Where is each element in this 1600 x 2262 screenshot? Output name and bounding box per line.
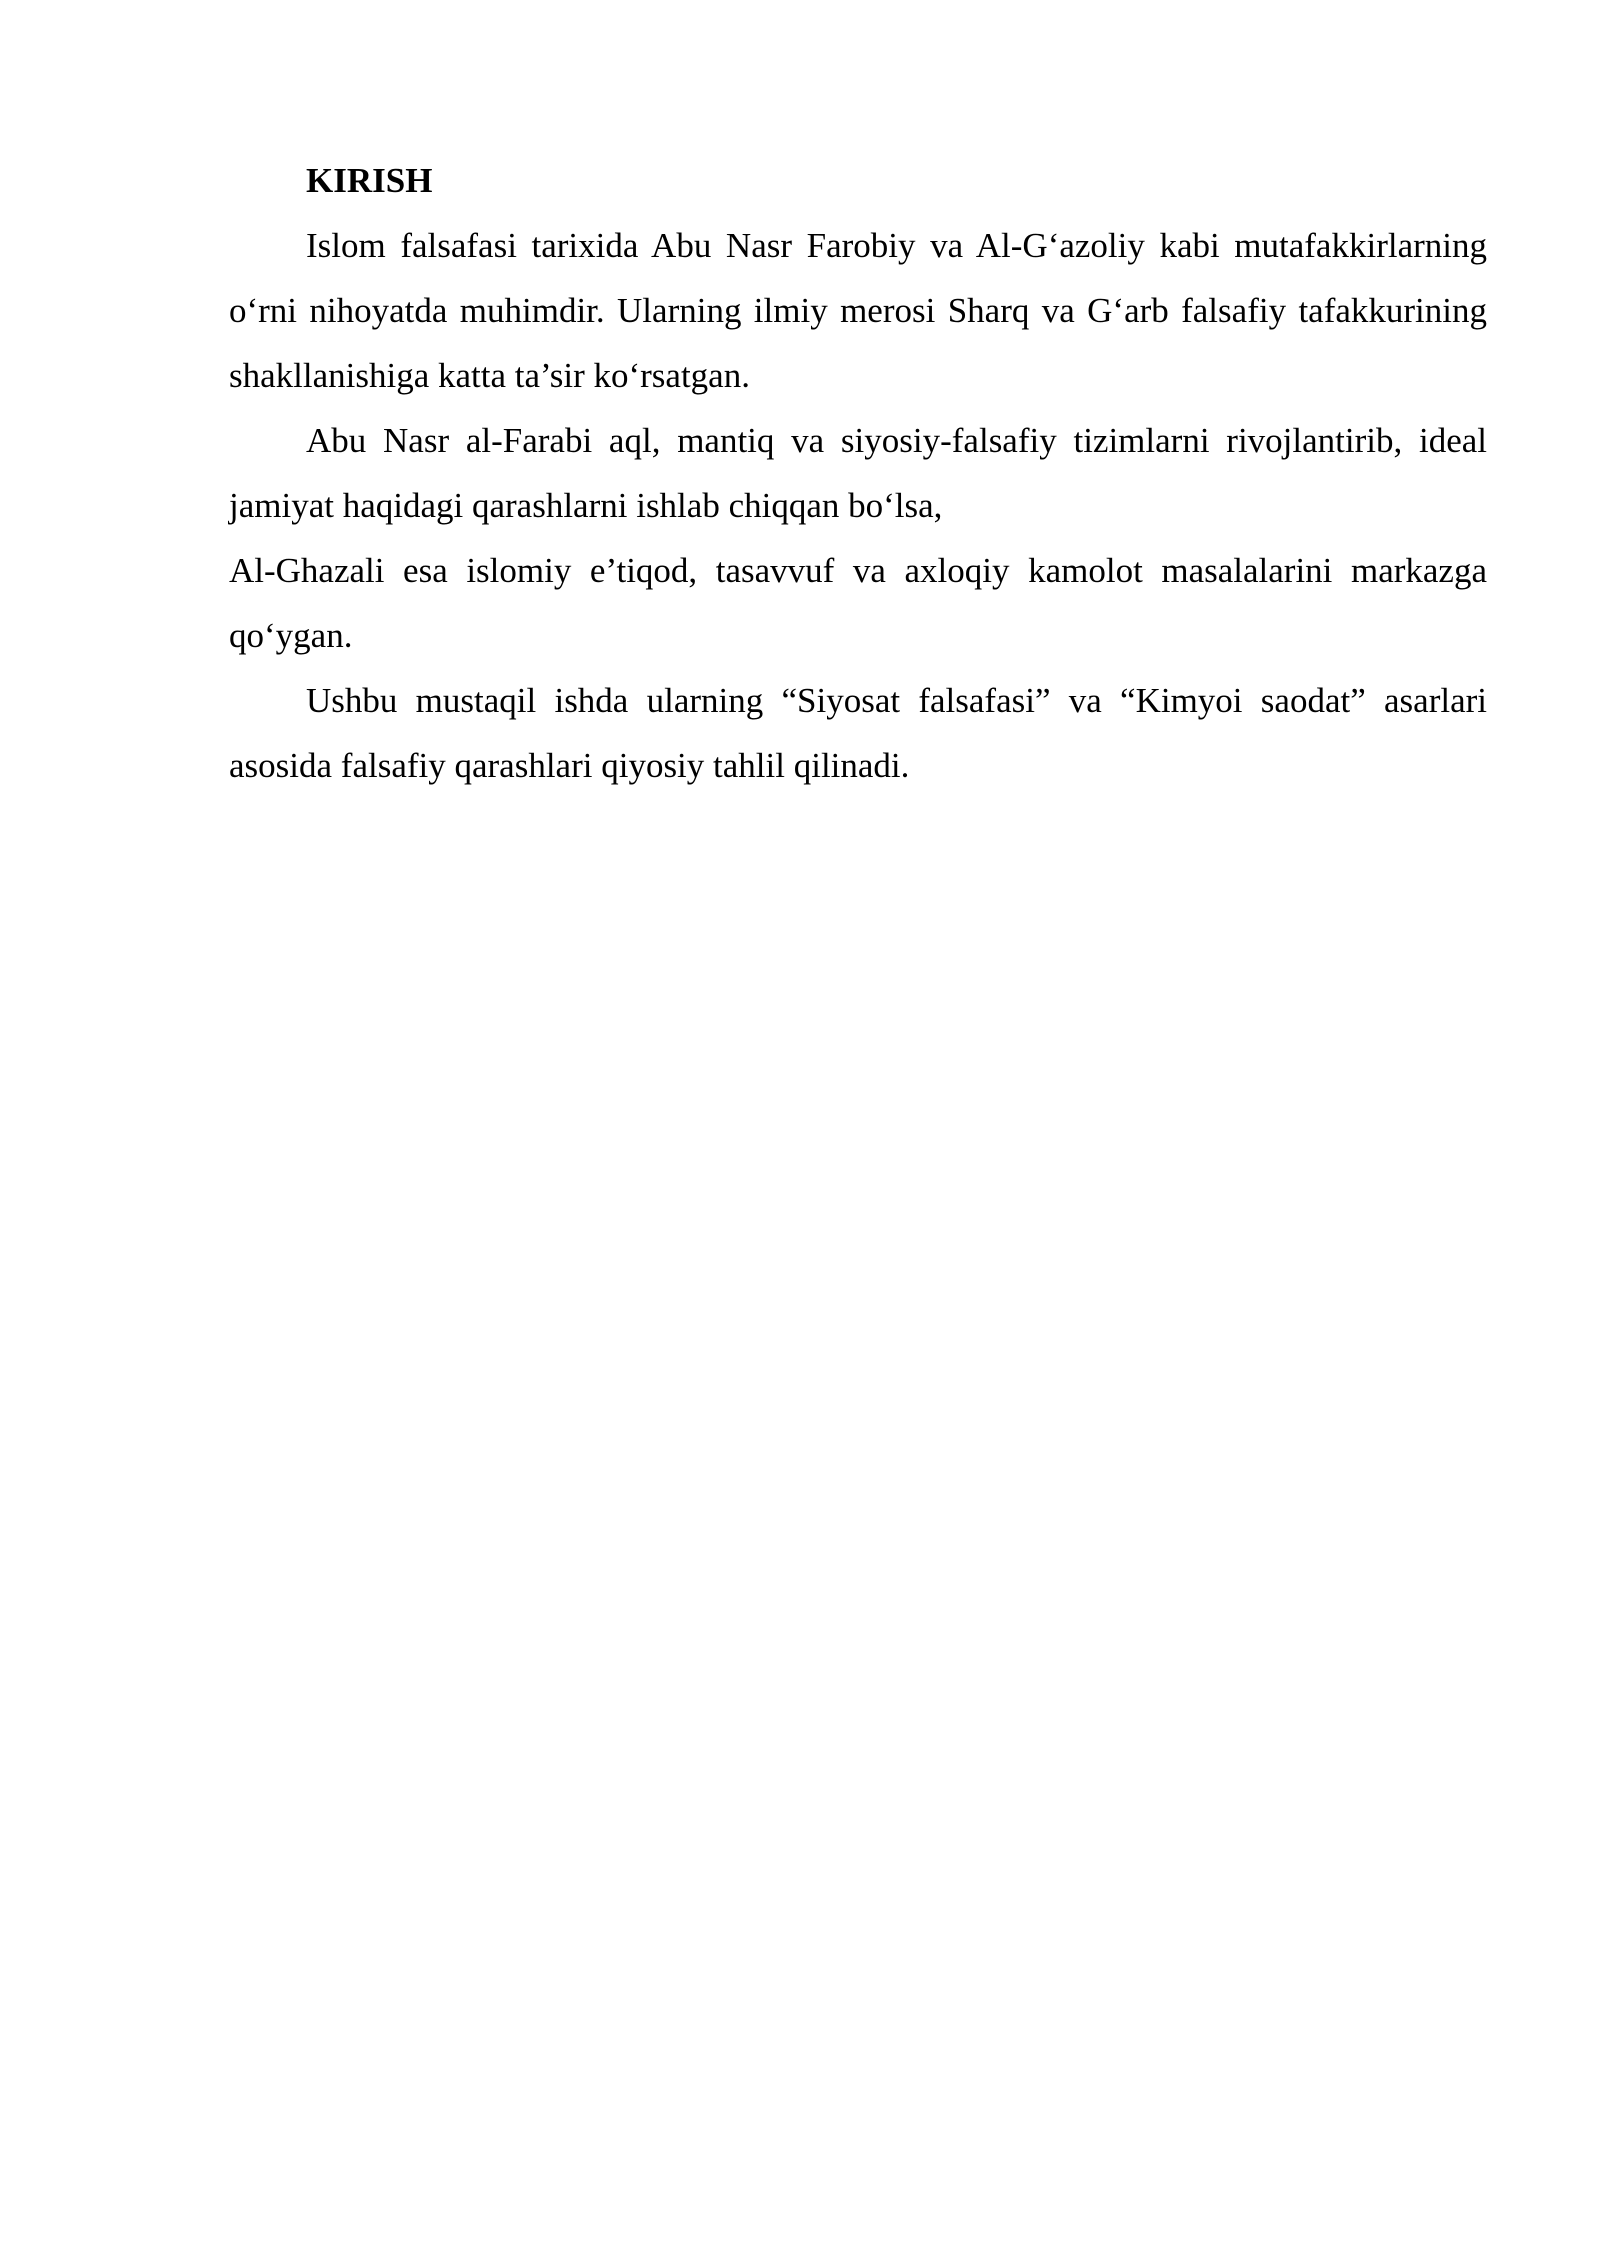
paragraph-text: Abu Nasr al-Farabi aql, mantiq va siyosiy-falsafiy tizimlarni rivojlantirib, ideal jamiyat haqidagi qarashlarni ishlab chiqqan bo‘lsa, bbox=[229, 421, 1487, 525]
paragraph-text: Islom falsafasi tarixida Abu Nasr Farobiy va Al-G‘azoliy kabi mutafakkirlarning o‘rni nihoyatda muhimdir. Ularning ilmiy merosi Sharq va G‘arb falsafiy tafakkurining shakllanishiga katta ta’sir ko‘rsatgan. bbox=[229, 226, 1487, 395]
document-body bbox=[229, 148, 1487, 798]
paragraph-text: Ushbu mustaqil ishda ularning “Siyosat falsafasi” va “Kimyoi saodat” asarlari asosida falsafiy qarashlari qiyosiy tahlil qilinadi. bbox=[229, 681, 1487, 785]
paragraph-text-continued: Al-Ghazali esa islomiy e’tiqod, tasavvuf va axloqiy kamolot masalalarini markazga qo‘ygan. bbox=[229, 551, 1487, 655]
section-heading: KIRISH bbox=[306, 161, 433, 200]
paragraph-intro bbox=[229, 213, 1487, 408]
paragraph-purpose bbox=[229, 668, 1487, 798]
paragraph-farabi-ghazali bbox=[229, 408, 1487, 668]
